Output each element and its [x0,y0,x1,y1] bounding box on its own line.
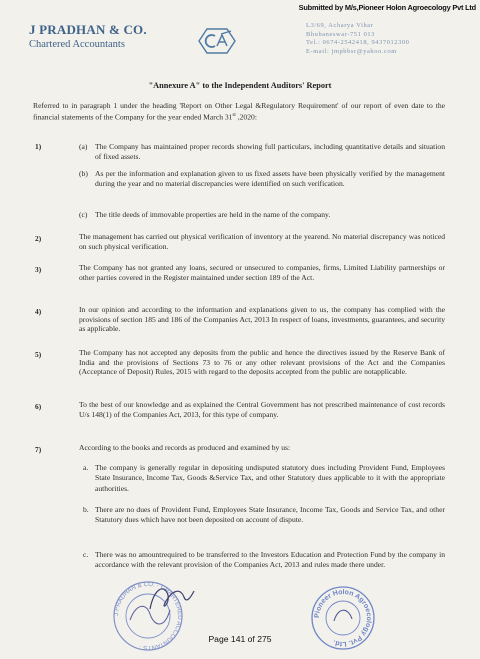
sub-text: The Company has maintained proper records showing full particulars, including quantitative details and situation of fixed assets. [95,142,445,161]
sub-label: (a) [79,142,88,151]
intro-tail: ,2020: [235,112,257,122]
intro-text: Referred to in paragraph 1 under the heading 'Report on Other Legal &Regulatory Requirement' of our report of even date to the financial statements of the Company for the year ended March 31 [33,101,445,122]
annexure-title: "Annexure A" to the Independent Auditors' Report [148,81,332,90]
item-text: The management has carried out physical verification of inventory at the yearend. No material discrepancy was noticed on such physical verification. [79,232,445,251]
firm-subtitle: Chartered Accountants [29,39,125,50]
item-number: 1) [35,142,42,151]
item-number: 6) [35,402,42,411]
item-text: To the best of our knowledge and as explained the Central Government has not prescribed maintenance of cost records U/s 148(1) of the Companies Act, 2013, for this type of company. [79,400,445,419]
sub-label: a. [83,463,89,472]
item-text: According to the books and records as produced and examined by us: [79,443,291,452]
address-line: Bhubaneswar-751 013 [306,30,375,38]
item-number: 5) [35,350,42,359]
intro-paragraph [33,101,445,122]
item-number: 3) [35,265,42,274]
sub-text: The title deeds of immovable properties are held in the name of the company. [95,210,331,219]
firm-address [306,22,466,56]
address-line: L3/69, Acharya Vihar [306,22,374,29]
item-number: 7) [35,445,42,454]
firm-name: J PRADHAN & CO. [29,22,147,37]
sub-text: There was no amountrequired to be transferred to the Investors Education and Protection Fund by the company in accordance with the relevant provision of the Companies Act, 2013 and rules made there under. [95,550,445,570]
page-number: Page 141 of 275 [208,634,272,644]
item-number: 2) [35,234,42,243]
item-text: The Company has not accepted any deposits from the public and hence the directives issued by the Reserve Bank of India and the provisions of Sections 73 to 76 or any other relevant provisions of the Act and the Companies (Acceptance of Deposit) Rules, 2015 with regard to the deposits accepted from the public are notapplicable. [79,348,445,377]
item-text: The Company has not granted any loans, secured or unsecured to companies, firms, Limited Liability partnerships or other parties covered in the Register maintained under section 189 of the Act. [79,263,445,282]
address-line: E-mail: jmpbbsr@yahoo.com [306,47,397,55]
item-number: 4) [35,307,42,316]
sub-text: The company is generally regular in depositing undisputed statutory dues including Provident Fund, Employees State Insurance, Income Tax, Goods &Service Tax, and other Statutory dues applicable to it with the appropriate authorities. [95,463,445,493]
sub-label: c. [83,550,89,559]
sub-label: (b) [79,169,88,178]
sub-label: (c) [79,210,88,219]
ca-logo-icon [198,27,236,55]
intro-superscript: st [232,112,236,118]
item-text: In our opinion and according to the information and explanations given to us, the company has complied with the provisions of section 185 and 186 of the Companies Act, 2013 In respect of loans, investments, guarantees, and security as applicable. [79,305,445,334]
sub-text: There are no dues of Provident Fund, Employees State Insurance, Income Tax, Goods and Service Tax, and other Statutory dues which have not been deposited on account of dispute. [95,505,445,525]
signature [146,579,196,619]
address-line: Tel.: 0674-2542418, 9437012300 [306,39,410,47]
svg-text:J PRADHAN & CO. · CHARTERED AC: J PRADHAN & CO. · CHARTERED ACCOUNTANTS · [112,580,184,652]
firm-header [29,22,147,50]
sub-label: b. [83,505,89,514]
sub-text: As per the information and explanation given to us fixed assets have been physically verified by the management during the year and no material discrepancies were identified on such verification. [95,169,445,188]
submitted-by-note: Submitted by M/s,Pioneer Holon Agroecology Pvt Ltd [298,3,476,12]
svg-text:Pioneer Holon Agroecology Pvt.: Pioneer Holon Agroecology Pvt. Ltd. [313,588,373,648]
